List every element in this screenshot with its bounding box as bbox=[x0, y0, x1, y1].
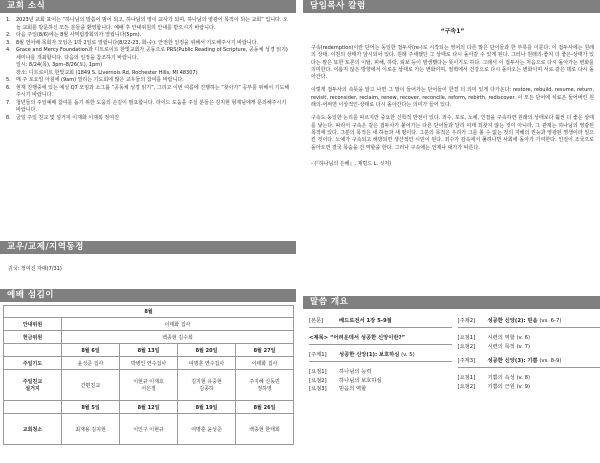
news-item: 7. 청년들의 주일예배 참여를 돕기 위한 도움의 손길이 필요합니다. 라이드 도움을 주실 분들은 김지현 형제님에게 문의해주시기 바랍니다. bbox=[6, 99, 287, 113]
prayer-cell: 박병인 연수집사 bbox=[120, 357, 178, 370]
theme2 bbox=[458, 317, 600, 328]
date-cell: 8월 26일 bbox=[236, 401, 294, 414]
news-item: 8. 금일 주일 친교 및 설거지 이재화 이재복 정여진 bbox=[6, 114, 119, 121]
service-table bbox=[3, 305, 294, 445]
clean-cell: 최재용 김지현 bbox=[62, 414, 120, 445]
theme1-label: [주제1] bbox=[309, 352, 327, 358]
point-item: [요점1] 시련의 역할 (v. 6) bbox=[457, 335, 531, 341]
usher-label: 안내위원 bbox=[4, 318, 62, 331]
sermon-right bbox=[452, 317, 600, 394]
theme1-value: 성공한 신앙(1): 보호하심 bbox=[339, 352, 400, 358]
date-cell: 8월 5일 bbox=[62, 401, 120, 414]
meal-cell: 간편친교 bbox=[62, 370, 120, 401]
point-item: [요점2] 하나님의 보호하심 bbox=[309, 377, 382, 384]
offering-label: 헌금위원 bbox=[4, 331, 62, 344]
news-subtext: 장소: 디트로이트 한빛교회 (1849 S. Livernois Rd, Rochester Hills, MI 48307) bbox=[16, 69, 198, 76]
prayer-label: 주일기도 bbox=[4, 357, 62, 370]
sermon-grid bbox=[303, 317, 600, 394]
members-header: 교우/교제/지역동정 bbox=[0, 241, 296, 254]
ref-value: 베드로전서 1장 5-9절 bbox=[339, 318, 392, 324]
theme3-label: [주제3] bbox=[457, 358, 476, 364]
news-item: 1. 2023년 교회 표어는 “하나님의 말씀이 범이 되고, 하나님의 영이 교사가 되며, 하나님의 영광이 목적이 되는 교회” 입니다. 오늘 교회를 방문하신 모든 분들을 환영합니다. 예배 후 안내위원의 안내를 받으시기 바랍니다. bbox=[6, 17, 288, 31]
meal-cell: 주지혜 신동민 정하영 bbox=[236, 370, 294, 401]
service-month: 8월 bbox=[4, 306, 294, 318]
news-subtext: 일시: 8/24(목), 3pm–8/26(토), 1pm) bbox=[16, 62, 103, 68]
clean-label: 교회청소 bbox=[4, 414, 62, 445]
column-paragraph: 구속(redemption)이란 단어는 동일한 접두사(re-)로 시작되는 영어의 다른 많은 단어들과 한 부류를 이룬다. 이 접두사에는 원래의 상태, 이전의 상태가 암시되어 있다. 원래 주세했던 그 상태로 다시 돌아갈 수 있게 된다. 그러나 원래의-좋지 더 좋은-상태가 있다는 말은 또한 토론의 이탈, 피해, 하락, 퇴보 등이 발생했다는 뜻이기도 하다. 그래서 이 접두사는 처음으로 다시 돌아가는 변화를 의미한다. 이롭지 않은 방향에서 이로운 상태로 가는 변화이며, 절벽에서 건강으로 다시 돌아오는 변화이며 서로 같은 데로 다시 돌아간다. bbox=[311, 45, 594, 81]
news-item: 6. 현재 진행중에 있는 예성 Q7 모임과 소그룹 “공동체 성경 읽기”, 그리고 이번 여름에 진행하는 “찾아가” 공부를 위해서 기도해주시기 바랍니다. bbox=[6, 84, 290, 98]
theme1 bbox=[309, 351, 452, 362]
blank-cell bbox=[4, 401, 62, 414]
theme2-label: [주제2] bbox=[457, 318, 476, 324]
service-section bbox=[0, 289, 296, 445]
offering-value: 백종현 김수희 bbox=[62, 331, 294, 344]
members-body bbox=[0, 262, 296, 275]
column-paragraph: 이렇게 접두사의 속뜻을 알고 나면 그 말이 들어가는 단어들이 한결 더 의미 있게 다가온다: restore, rebuild, resume, return, revisit, reconsider, reclaim, renew, recover, reconcile, reform, rebirth, rediscover. 이 모든 단어에 치료은 둘어버린 원래의-어쩌면 이상적인-상태로 다시 돌아간다는 의미가 들어 있다. bbox=[311, 87, 594, 109]
prayer-cell: 여명훈 연수집사 bbox=[178, 357, 236, 370]
sermon-left bbox=[303, 317, 452, 394]
clean-cell: 백종현 한태희 bbox=[236, 414, 294, 445]
column-body bbox=[311, 26, 594, 167]
prayer-cell: 이태화 집사 bbox=[236, 357, 294, 370]
column-paragraph: 구속도 동일한 논리를 따르지만 중요한 신학적 반전이 있다. 죄수, 포로, 노예, 인질을 구속하면 원래의 상태보다 훨씬 더 좋은 상태를 낳는다. 따라서 구속은 같은 접두사가 붙어가는 다른 단어들과 달리 여태 되찾지 않는 것이 아니라, 그 관계는 하나님의 영광된 목적에 있다. 그분의 목적은 새 하늘과 새 땅이다. 그분의 목적은 우리가 그를 볼 수 없는 것의 지혜의 권능과 영광된 영생이라 일으킨 것이다. 노예가 구속되고 해방되면 생산적인 시민이 된다. 죄수가 감옥에서 풀려나면 사회에 돌아가 기여한다. 인질이 조국으로 돌아오면 결국 목숨을 건 역할을 한다. 그러나 구속에는 언제나 대가가 따른다. bbox=[311, 115, 594, 151]
point-item: [요점1] 하나님의 능력 bbox=[309, 369, 372, 375]
news-header: 교회 소식 bbox=[0, 0, 296, 13]
members-section bbox=[0, 241, 296, 254]
point-item: [요점2] 기쁨의 근원 (v. 9) bbox=[457, 383, 531, 390]
usher-value: 이태화 집사 bbox=[62, 318, 294, 331]
news-item: 4. Grace and Mercy Foundation과 디트로이트 한빛교회가 공동으로 PRS(Public Reading of Scripture, 공동체 성경 읽기) 세미나를 개최합니다. 다음의 일정을 참조하기 바랍니다. bbox=[6, 47, 288, 61]
news-item: 3. 8월 연어배 목회자 모임은 1박 2일로 열립니다(8/22-23, 화-수). 안전한 일정을 위해서 기도해주시기 바랍니다. bbox=[6, 39, 259, 46]
theme3-verses: (vs. 8-9) bbox=[539, 358, 562, 364]
date-cell: 8월 12일 bbox=[120, 401, 178, 414]
meal-cell: 이현규 이재호 서은정 bbox=[120, 370, 178, 401]
members-text: 귀국: 정여진 자매(7/31) bbox=[8, 266, 62, 272]
column-heading: “구속1” bbox=[440, 28, 465, 35]
date-cell: 8월 20일 bbox=[178, 344, 236, 357]
ref-label: [본문] bbox=[309, 318, 324, 324]
meal-cell: 김지현 유중현 김종하 bbox=[178, 370, 236, 401]
sermon-ref bbox=[309, 317, 452, 328]
meal-label: 주일친교 설거지 bbox=[4, 370, 62, 401]
date-cell: 8월 13일 bbox=[120, 344, 178, 357]
prayer-cell: 윤성준 집사 bbox=[62, 357, 120, 370]
point-item: [요점2] 시련의 목적 (v. 7) bbox=[457, 343, 531, 350]
theme1-verses: (v. 5) bbox=[401, 352, 415, 358]
clean-cell: 이인구 이현규 bbox=[120, 414, 178, 445]
theme3 bbox=[458, 357, 600, 368]
sermon-title bbox=[309, 334, 452, 345]
news-list bbox=[6, 17, 292, 122]
news-item: 2. 다음 주일(8/6)에는 8월 사역팀장회의가 열립니다(5pm). bbox=[6, 32, 142, 38]
right-column bbox=[303, 0, 600, 167]
column-source: - (『하나님의 은혜』, 제럴드 L. 싯처) bbox=[311, 160, 392, 167]
blank-cell bbox=[4, 344, 62, 357]
theme2-verses: (vs. 6-7) bbox=[539, 318, 562, 324]
date-cell: 8월 19일 bbox=[178, 401, 236, 414]
service-header: 예배 섬김이 bbox=[0, 289, 296, 302]
point-item: [요점3] 믿음의 역할 bbox=[309, 386, 367, 392]
column-header: 담임목사 칼럼 bbox=[303, 0, 600, 13]
date-cell: 8월 27일 bbox=[236, 344, 294, 357]
clean-cell: 여명훈 윤성준 bbox=[178, 414, 236, 445]
date-cell: 8월 6일 bbox=[62, 344, 120, 357]
sermon-header: 말씀 개요 bbox=[303, 296, 600, 309]
point-item: [요점1] 기쁨의 속성 (v. 8) bbox=[457, 375, 531, 381]
theme3-value: 성공한 신앙(3): 기쁨 bbox=[487, 358, 538, 364]
sermon-title-text: <제목> “어려운데서 성공한 신앙이란?” bbox=[309, 335, 406, 341]
news-item: 5. 매 주 토요일 아침에 (9am) 열리는 기도회에 많은 교우들의 참여를 바랍니다. bbox=[6, 77, 184, 83]
left-column bbox=[0, 0, 296, 122]
sermon-section bbox=[303, 296, 600, 394]
theme2-value: 성공한 신앙(2): 믿음 bbox=[487, 318, 538, 324]
